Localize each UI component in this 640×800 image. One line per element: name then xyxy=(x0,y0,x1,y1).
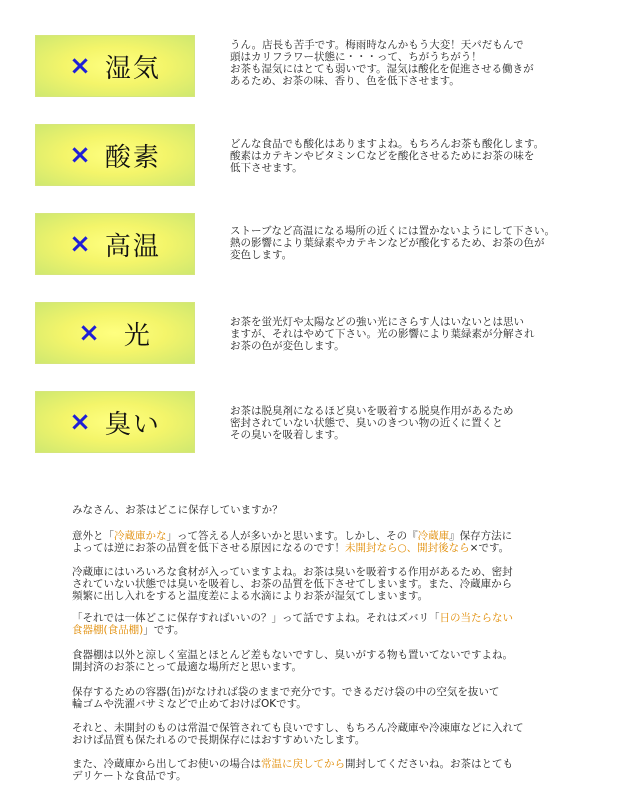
cross-icon: × xyxy=(69,407,91,437)
badge-label: 高温 xyxy=(104,231,161,262)
paragraph-where-to-store: 「それでは一体どこに保存すればいいの？」って話ですよね。それはズバリ「日の当たらない 食器棚(食品棚)」です。 xyxy=(72,612,513,636)
badge xyxy=(35,302,195,364)
cross-icon: × xyxy=(69,51,91,81)
storage-item-odor xyxy=(35,391,625,455)
item-description: ストーブなど高温になる場所の近くには置かないようにして下さい。 熱の影響により葉緑素やカテキンなどが酸化するため、お茶の色が 変色します。 xyxy=(230,225,555,261)
cross-icon: × xyxy=(78,318,100,348)
paragraph-container: 保存するための容器(缶)がなければ袋のままで充分です。できるだけ袋の中の空気を抜いて 輪ゴムや洗濯バサミなどで止めておけばOKです。 xyxy=(72,686,500,710)
paragraph-fridge-odor: 冷蔵庫にはいろいろな食材が入っていますよね。お茶は臭いを吸着する作用があるため、密封 されていない状態では臭いを吸着し、お茶の品質を低下させてしまいます。また、冷蔵庫から 頻繁に出し入れをすると温度差による水滴によりお茶が湿気てしまいます。 xyxy=(72,566,513,602)
paragraph-room-temp: また、冷蔵庫から出してお使いの場合は常温に戻してから開封してくださいね。お茶はとても デリケートな食品です。 xyxy=(72,758,513,782)
storage-item-oxygen xyxy=(35,124,625,188)
item-description: うん。店長も苦手です。梅雨時なんかもう大変！天パだもんで 頭はカリフラワー状態に・・・って、ちがうちがう！ お茶も湿気にはとても弱いです。湿気は酸化を促進させる働きが あるため、お茶の味、香り、色を低下させます。 xyxy=(230,39,534,87)
badge xyxy=(35,124,195,186)
badge-label: 光 xyxy=(123,320,152,351)
paragraph-unopened: それと、未開封のものは常温で保管されても良いですし、もちろん冷蔵庫や冷凍庫などに入れて おけば品質も保たれるので長期保存にはおすすめいたします。 xyxy=(72,722,524,746)
badge xyxy=(35,35,195,97)
badge-label: 臭い xyxy=(104,409,161,440)
item-description: お茶を蛍光灯や太陽などの強い光にさらす人はいないとは思い ますが、それはやめて下さい。光の影響により葉緑素が分解され お茶の色が変色します。 xyxy=(230,316,535,352)
badge-label: 酸素 xyxy=(104,142,161,173)
item-description: どんな食品でも酸化はありますよね。もちろんお茶も酸化します。 酸素はカテキンやビタミンＣなどを酸化させるためにお茶の味を 低下させます。 xyxy=(230,138,545,174)
badge xyxy=(35,391,195,453)
intro-question: みなさん、お茶はどこに保存していますか？ xyxy=(72,504,283,516)
paragraph-cupboard: 食器棚は以外と涼しく室温とほとんど差もないですし、臭いがする物も置いてないですよね。 開封済のお茶にとって最適な場所だと思います。 xyxy=(72,649,513,673)
storage-item-light xyxy=(35,302,625,366)
item-description: お茶は脱臭剤になるほど臭いを吸着する脱臭作用があるため 密封されていない状態で、臭いのきつい物の近くに置くと その臭いを吸着します。 xyxy=(230,405,514,441)
storage-item-humidity xyxy=(35,35,625,99)
cross-icon: × xyxy=(69,140,91,170)
badge xyxy=(35,213,195,275)
storage-item-heat xyxy=(35,213,625,277)
cross-icon: × xyxy=(69,229,91,259)
badge-label: 湿気 xyxy=(104,53,161,84)
paragraph-fridge-myth: 意外と「冷蔵庫かな」って答える人が多いかと思います。しかし、その『冷蔵庫』保存方法に よっては逆にお茶の品質を低下させる原因になるのです！未開封なら○、開封後なら×です。 xyxy=(72,530,513,554)
